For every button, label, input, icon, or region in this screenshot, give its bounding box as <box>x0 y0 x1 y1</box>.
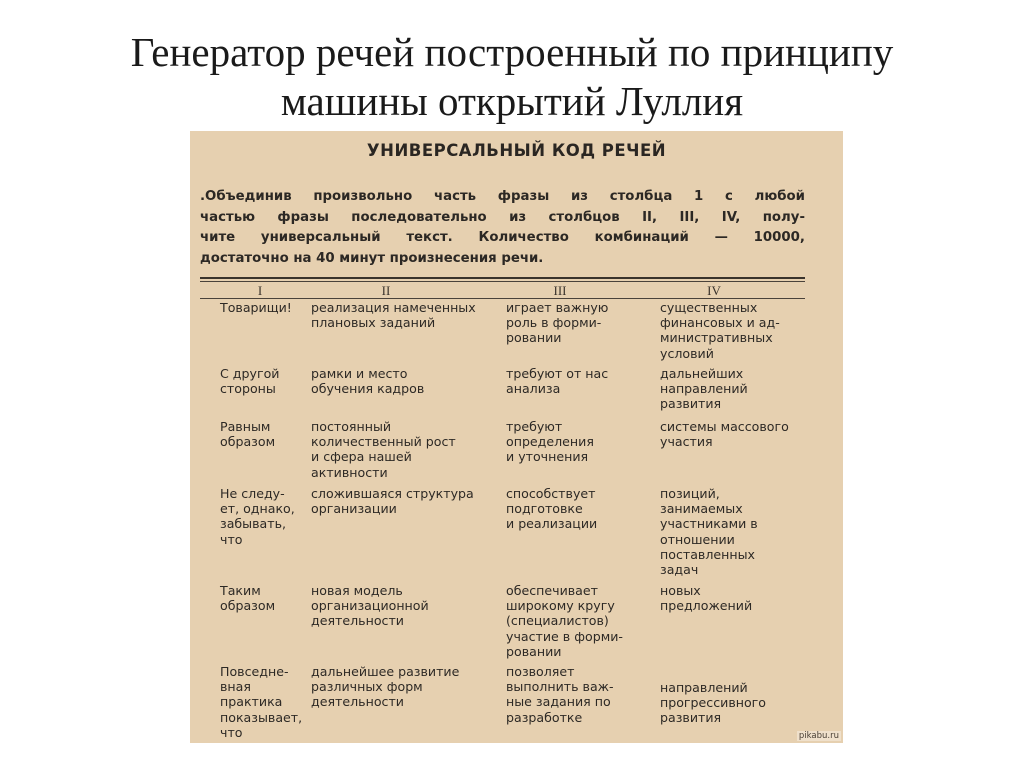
slide-title <box>0 28 1024 126</box>
cell-line: роль в форми- <box>506 315 602 331</box>
cell-line: и сфера нашей <box>311 449 412 465</box>
cell-line: участие в форми- <box>506 628 623 644</box>
page-heading: УНИВЕРСАЛЬНЫЙ КОД РЕЧЕЙ <box>366 141 667 160</box>
intro-line: достаточно на 40 минут произнесения речи. <box>200 250 544 266</box>
cell-line: занимаемых <box>660 501 743 517</box>
cell-line: практика <box>220 694 283 710</box>
table-cell <box>660 419 789 449</box>
slide-title-line-2: машины открытий Луллия <box>280 78 744 124</box>
cell-line: поставленных <box>660 546 756 562</box>
intro-paragraph <box>200 187 805 269</box>
cell-line: С другой <box>220 366 280 381</box>
cell-line: направлений <box>660 381 748 397</box>
table-cell <box>506 419 594 465</box>
cell-line: Не следу- <box>220 486 285 501</box>
cell-line: отношении <box>660 531 735 547</box>
table-cell <box>660 583 752 613</box>
cell-line: дальнейших <box>660 366 744 381</box>
cell-line: организации <box>311 501 397 517</box>
cell-line: рамки и место <box>311 366 408 381</box>
cell-line: существенных <box>660 300 758 315</box>
cell-line: Равным <box>220 419 271 434</box>
cell-line: новая модель <box>311 583 403 598</box>
cell-line: активности <box>311 464 388 480</box>
table-cell <box>311 366 424 396</box>
cell-line: задач <box>660 562 699 578</box>
cell-line: различных форм <box>311 679 423 695</box>
cell-line: деятельности <box>311 613 404 629</box>
cell-line: направлений <box>660 680 748 695</box>
table-cell <box>506 366 608 396</box>
cell-line: Повседне- <box>220 664 289 679</box>
cell-line: и реализации <box>506 516 598 532</box>
table-cell <box>506 664 614 725</box>
intro-line: частью фразы последовательно из столбцов II, III, IV, полу- <box>200 209 805 225</box>
cell-line: сложившаяся структура <box>311 486 474 501</box>
cell-line: что <box>220 724 243 740</box>
table-cell <box>311 583 429 629</box>
cell-line: участия <box>660 434 713 450</box>
cell-line: участниками в <box>660 516 758 532</box>
table-cell <box>311 419 456 480</box>
cell-line: министративных <box>660 330 773 346</box>
intro-line: чите универсальный текст. Количество комбинаций — 10000, <box>200 230 805 245</box>
cell-line: предложений <box>660 598 753 614</box>
cell-line: забывать, <box>220 516 287 532</box>
cell-line: позиций, <box>660 486 720 501</box>
cell-line: широкому кругу <box>506 598 615 614</box>
cell-line: обучения кадров <box>311 381 425 397</box>
cell-line: образом <box>220 598 276 614</box>
table-cell <box>660 366 748 412</box>
cell-line: плановых заданий <box>311 315 436 331</box>
cell-line: обеспечивает <box>506 583 598 598</box>
table-cell <box>660 680 766 726</box>
cell-line: образом <box>220 434 276 450</box>
cell-line: системы массового <box>660 419 789 434</box>
intro-line: .Объединив произвольно часть фразы из столбца 1 с любой <box>200 189 805 204</box>
cell-line: стороны <box>220 381 276 397</box>
cell-line: развития <box>660 710 722 726</box>
cell-line: реализация намеченных <box>311 300 476 315</box>
scanned-book-page <box>190 131 843 743</box>
cell-line: показывает, <box>220 709 303 725</box>
cell-line: деятельности <box>311 694 404 710</box>
cell-line: ет, однако, <box>220 501 295 517</box>
table-cell <box>506 486 597 532</box>
cell-line: позволяет <box>506 664 575 679</box>
cell-line: определения <box>506 434 594 450</box>
table-cell <box>311 300 476 330</box>
cell-line: финансовых и ад- <box>660 315 780 331</box>
table-cell <box>311 486 474 516</box>
cell-line: требуют от нас <box>506 366 609 381</box>
cell-line: способствует <box>506 486 596 501</box>
cell-line: постоянный <box>311 419 392 434</box>
cell-line: Товарищи! <box>220 300 292 315</box>
cell-line: разработке <box>506 709 583 725</box>
column-header-2: II <box>381 283 391 298</box>
column-header-4: IV <box>707 283 721 298</box>
table-cell <box>220 583 275 613</box>
cell-line: условий <box>660 345 714 361</box>
cell-line: ровании <box>506 643 562 659</box>
table-cell <box>220 664 302 740</box>
table-cell <box>660 486 758 577</box>
column-header-3: III <box>553 283 567 298</box>
table-cell <box>660 300 780 361</box>
cell-line: вная <box>220 679 251 695</box>
table-top-rule <box>200 277 805 279</box>
table-cell <box>220 300 292 315</box>
table-cell <box>220 486 295 547</box>
cell-line: и уточнения <box>506 449 589 465</box>
cell-line: ровании <box>506 330 562 346</box>
watermark: pikabu.ru <box>798 731 839 741</box>
cell-line: развития <box>660 396 722 412</box>
cell-line: играет важную <box>506 300 609 315</box>
cell-line: новых <box>660 583 701 598</box>
column-header-1: I <box>257 283 263 298</box>
table-header-rule <box>200 298 805 299</box>
table-cell <box>311 664 459 710</box>
cell-line: требуют <box>506 419 563 434</box>
cell-line: дальнейшее развитие <box>311 664 460 679</box>
cell-line: (специалистов) <box>506 613 609 629</box>
cell-line: Таким <box>220 583 261 598</box>
slide-title-line-1: Генератор речей построенный по принципу <box>130 29 894 75</box>
cell-line: что <box>220 531 243 547</box>
cell-line: количественный рост <box>311 434 456 450</box>
cell-line: организационной <box>311 598 429 614</box>
table-cell <box>506 300 608 346</box>
cell-line: подготовке <box>506 501 583 517</box>
cell-line: прогрессивного <box>660 695 767 711</box>
table-cell <box>506 583 623 659</box>
cell-line: анализа <box>506 381 561 397</box>
table-cell <box>220 419 275 449</box>
cell-line: выполнить важ- <box>506 679 614 695</box>
table-top-rule-thin <box>200 281 805 282</box>
cell-line: ные задания по <box>506 694 611 710</box>
table-cell <box>220 366 279 396</box>
